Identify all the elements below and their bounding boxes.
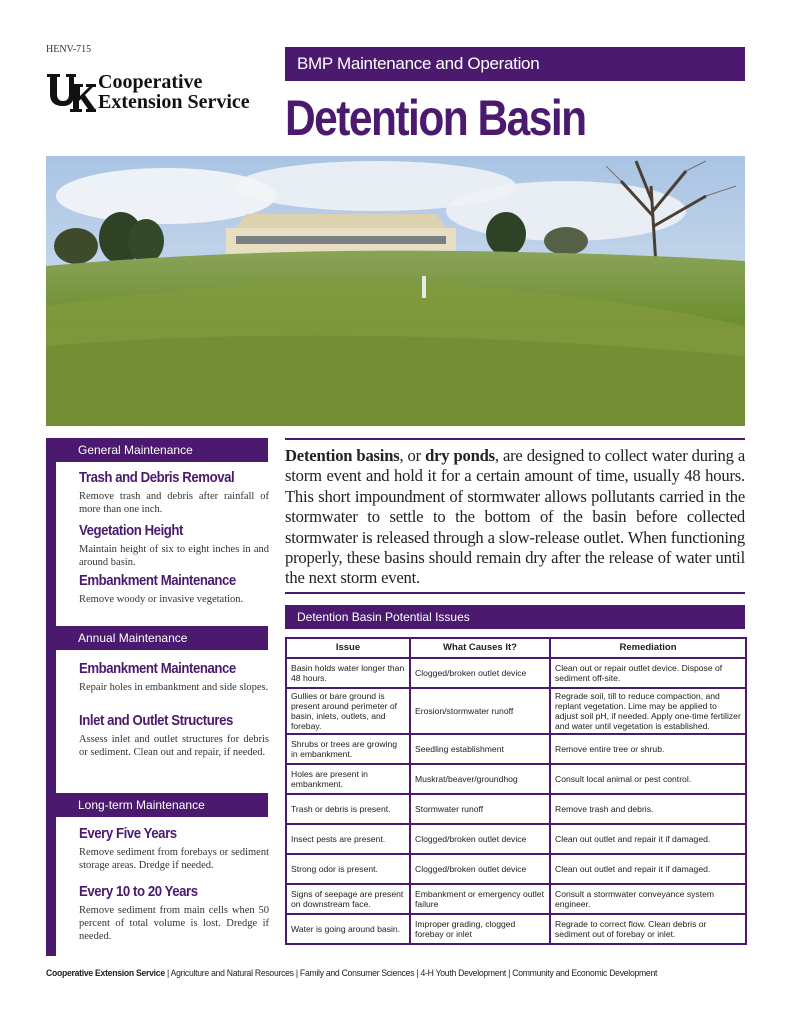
- cause-cell: Stormwater runoff: [410, 794, 550, 824]
- intro-rule: [285, 592, 745, 594]
- issue-cell: Holes are present in embankment.: [286, 764, 410, 794]
- vegetation-height-body: Maintain height of six to eight inches in and around basin.: [79, 544, 269, 568]
- remediation-cell: Consult a stormwater conveyance system engineer.: [550, 884, 746, 914]
- table-row: [286, 794, 746, 824]
- annual-embankment-body: Repair holes in embankment and side slopes.: [79, 682, 269, 693]
- footer-separator: |: [164, 968, 171, 979]
- footer: [46, 968, 676, 979]
- vegetation-height-title: Vegetation Height: [79, 522, 184, 539]
- document-code: HENV-715: [46, 44, 92, 55]
- potential-issues-table: [285, 637, 747, 945]
- cause-cell: Embankment or emergency outlet failure: [410, 884, 550, 914]
- embankment-maintenance-title: Embankment Maintenance: [79, 572, 236, 589]
- table-row: [286, 764, 746, 794]
- inlet-outlet-body: Assess inlet and outlet structures for debris or sediment. Clean out and repair, if needed.: [79, 734, 269, 758]
- footer-units: Agriculture and Natural Resources | Family and Consumer Sciences | 4-H Youth Development | Community and Economic Development: [170, 968, 658, 979]
- remediation-cell: Clean out outlet and repair it if damaged.: [550, 824, 746, 854]
- issue-cell: Shrubs or trees are growing in embankment.: [286, 734, 410, 764]
- trash-removal-body: Remove trash and debris after rainfall of more than one inch.: [79, 491, 269, 515]
- org-name-line1: Cooperative: [98, 71, 203, 93]
- table-row: [286, 854, 746, 884]
- org-name-line2: Extension Service: [98, 91, 250, 113]
- every-five-years-body: Remove sediment from forebays or sediment storage areas. Dredge if needed.: [79, 847, 269, 871]
- cause-cell: Clogged/broken outlet device: [410, 824, 550, 854]
- sidebar-rule: [46, 438, 56, 956]
- table-row: [286, 734, 746, 764]
- intro-term-dry-ponds: dry ponds: [425, 446, 495, 465]
- issue-cell: Gullies or bare ground is present around perimeter of basin, inlets, outlets, and forebay.: [286, 688, 410, 734]
- longterm-maintenance-heading: Long-term Maintenance: [46, 793, 268, 817]
- cause-cell: Clogged/broken outlet device: [410, 854, 550, 884]
- issue-cell: Trash or debris is present.: [286, 794, 410, 824]
- table-row: [286, 824, 746, 854]
- remediation-cell: Remove entire tree or shrub.: [550, 734, 746, 764]
- every-five-years-title: Every Five Years: [79, 825, 177, 842]
- intro-term-detention-basins: Detention basins: [285, 446, 400, 465]
- cause-cell: Seedling establishment: [410, 734, 550, 764]
- cause-cell: Improper grading, clogged forebay or inlet: [410, 914, 550, 944]
- hero-photo: [46, 156, 745, 426]
- table-row: [286, 914, 746, 944]
- table-row: [286, 688, 746, 734]
- remediation-cell: Regrade to correct flow. Clean debris or sediment out of forebay or inlet.: [550, 914, 746, 944]
- annual-embankment-title: Embankment Maintenance: [79, 660, 236, 677]
- issue-cell: Basin holds water longer than 48 hours.: [286, 658, 410, 688]
- series-label: BMP Maintenance and Operation: [285, 47, 745, 81]
- col-header-issue: Issue: [286, 638, 410, 658]
- table-row: [286, 658, 746, 688]
- issue-cell: Insect pests are present.: [286, 824, 410, 854]
- footer-org: Cooperative Extension Service: [46, 968, 165, 979]
- table-heading: Detention Basin Potential Issues: [285, 605, 745, 629]
- cause-cell: Muskrat/beaver/groundhog: [410, 764, 550, 794]
- table-header-row: [286, 638, 746, 658]
- org-name: [98, 72, 250, 112]
- page-title: Detention Basin: [285, 90, 586, 146]
- uk-extension-logo: [46, 72, 276, 118]
- photo-grass-basin-icon: [46, 156, 745, 426]
- intro-body: , are designed to collect water during a storm event and hold it for a certain amount of time, usually 48 hours. This short impoundment of stormwater allows pollutants carried in the stormwater to settle to the bottom of the basin before collected stormwater is released through a slow-release outlet. When functioning properly, these basins should remain dry after the release of water until the next storm event.: [285, 446, 745, 588]
- remediation-cell: Clean out or repair outlet device. Dispose of sediment off-site.: [550, 658, 746, 688]
- intro-paragraph: [285, 438, 745, 589]
- remediation-cell: Remove trash and debris.: [550, 794, 746, 824]
- remediation-cell: Consult local animal or pest control.: [550, 764, 746, 794]
- maintenance-sidebar: [46, 438, 268, 956]
- intro-separator: , or: [399, 446, 426, 465]
- col-header-remediation: Remediation: [550, 638, 746, 658]
- cause-cell: Clogged/broken outlet device: [410, 658, 550, 688]
- uk-logo-icon: [46, 72, 96, 114]
- remediation-cell: Regrade soil, till to reduce compaction, and replant vegetation. Lime may be applied to adjust soil pH, if needed. Apply one-time fertilizer and water until vegetation is established.: [550, 688, 746, 734]
- table-row: [286, 884, 746, 914]
- issue-cell: Strong odor is present.: [286, 854, 410, 884]
- annual-maintenance-heading: Annual Maintenance: [46, 626, 268, 650]
- every-10-20-years-body: Remove sediment from main cells when 50 percent of total volume is lost. Dredge if needed.: [79, 905, 269, 942]
- general-maintenance-heading: General Maintenance: [46, 438, 268, 462]
- trash-removal-title: Trash and Debris Removal: [79, 469, 235, 486]
- embankment-maintenance-body: Remove woody or invasive vegetation.: [79, 594, 244, 605]
- col-header-cause: What Causes It?: [410, 638, 550, 658]
- issue-cell: Signs of seepage are present on downstream face.: [286, 884, 410, 914]
- cause-cell: Erosion/stormwater runoff: [410, 688, 550, 734]
- every-10-20-years-title: Every 10 to 20 Years: [79, 883, 198, 900]
- inlet-outlet-title: Inlet and Outlet Structures: [79, 712, 233, 729]
- issue-cell: Water is going around basin.: [286, 914, 410, 944]
- remediation-cell: Clean out outlet and repair it if damaged.: [550, 854, 746, 884]
